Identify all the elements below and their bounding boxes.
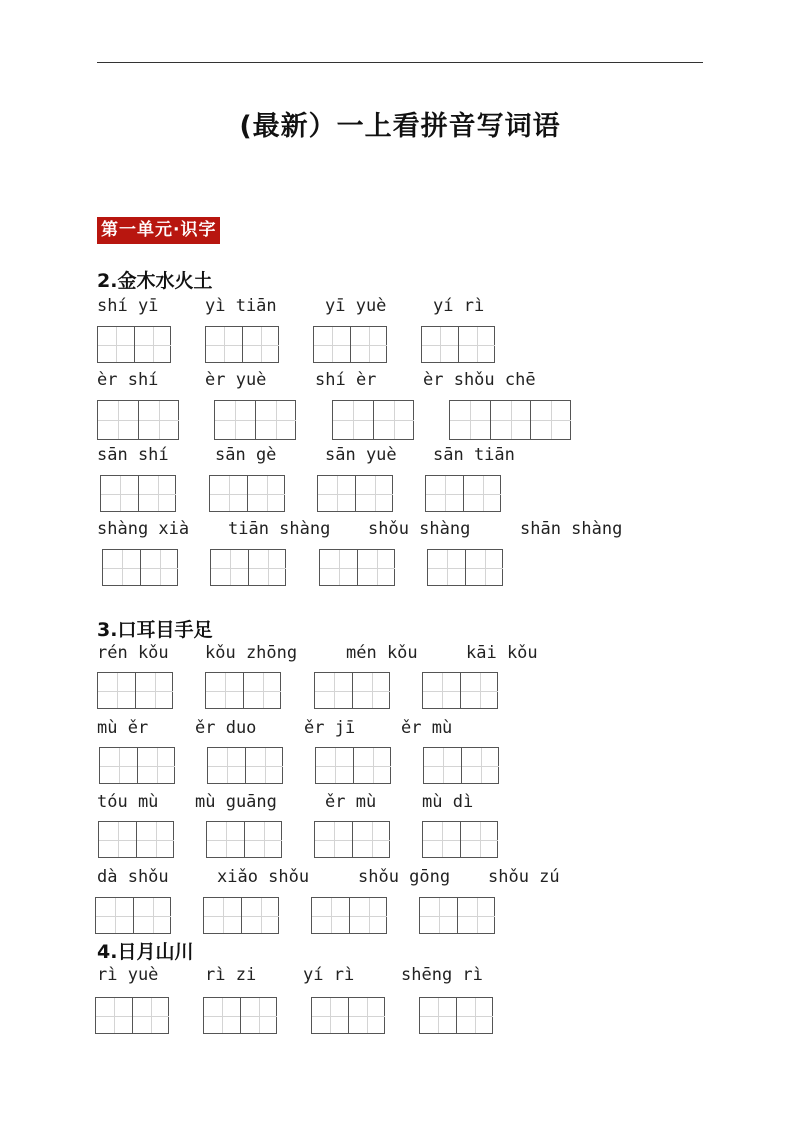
char-cell[interactable] [98,673,135,708]
guide-line-vertical [235,401,236,439]
guide-line-vertical [475,998,476,1033]
writing-grid[interactable] [207,747,283,784]
guide-line-vertical [335,748,336,783]
guide-line-vertical [156,822,157,857]
char-cell[interactable] [255,401,296,439]
pinyin-prompt: xiǎo shǒu [217,867,310,887]
char-cell[interactable] [373,401,414,439]
writing-grid[interactable] [313,326,387,363]
writing-grid[interactable] [97,400,179,440]
guide-line-vertical [551,401,552,439]
unit-badge: 第一单元·识字 [97,217,220,244]
guide-line-vertical [259,998,260,1033]
writing-grid[interactable] [315,747,391,784]
char-cell[interactable] [320,550,357,585]
guide-line-vertical [227,748,228,783]
char-cell[interactable] [208,748,245,783]
guide-line-vertical [261,327,262,362]
pinyin-prompt: shàng xià [97,519,190,539]
char-cell[interactable] [211,550,248,585]
guide-line-vertical [224,327,225,362]
writing-grid[interactable] [427,549,503,586]
char-cell[interactable] [245,748,283,783]
char-cell[interactable] [530,401,571,439]
top-rule [97,62,703,63]
char-cell[interactable] [140,550,178,585]
writing-grid[interactable] [314,672,390,709]
guide-line-vertical [477,327,478,362]
pinyin-prompt: sān gè [215,445,277,465]
char-cell[interactable] [458,327,495,362]
char-cell[interactable] [98,401,138,439]
writing-grid[interactable] [100,475,176,512]
writing-grid[interactable] [205,326,279,363]
writing-grid[interactable] [419,997,493,1034]
char-cell[interactable] [103,550,140,585]
char-cell[interactable] [137,748,175,783]
pinyin-prompt: ěr jī [304,718,356,738]
guide-line-vertical [470,401,471,439]
guide-line-vertical [263,673,264,708]
guide-line-vertical [226,822,227,857]
guide-line-vertical [151,998,152,1033]
char-cell[interactable] [349,898,387,933]
pinyin-prompt: mù guāng [195,792,277,812]
guide-line-vertical [511,401,512,439]
writing-grid[interactable] [203,897,279,934]
pinyin-prompt: ěr mù [325,792,377,812]
pinyin-prompt: yì tiān [205,296,277,316]
char-cell[interactable] [457,898,495,933]
guide-line-vertical [276,401,277,439]
writing-grid[interactable] [206,821,282,858]
guide-line-vertical [119,748,120,783]
char-cell[interactable] [133,898,171,933]
char-cell[interactable] [312,998,348,1033]
guide-line-vertical [222,998,223,1033]
char-cell[interactable] [420,998,456,1033]
guide-line-vertical [372,822,373,857]
guide-line-vertical [369,327,370,362]
char-cell[interactable] [312,898,349,933]
pinyin-prompt: mén kǒu [346,643,418,663]
writing-grid[interactable] [423,747,499,784]
writing-grid[interactable] [311,897,387,934]
guide-line-vertical [480,822,481,857]
char-cell[interactable] [423,673,460,708]
pinyin-prompt: shí èr [315,370,377,390]
guide-line-vertical [157,748,158,783]
char-cell[interactable] [210,476,247,511]
pinyin-prompt: tóu mù [97,792,159,812]
guide-line-vertical [116,327,117,362]
char-cell[interactable] [450,401,490,439]
guide-line-vertical [481,748,482,783]
guide-line-vertical [372,673,373,708]
guide-line-vertical [153,327,154,362]
char-cell[interactable] [350,327,387,362]
guide-line-vertical [122,550,123,585]
writing-grid[interactable] [102,549,178,586]
guide-line-vertical [442,822,443,857]
guide-line-vertical [394,401,395,439]
guide-line-vertical [158,476,159,511]
char-cell[interactable] [247,476,285,511]
writing-grid[interactable] [205,672,281,709]
guide-line-vertical [225,673,226,708]
section-heading: 3.口耳目手足 [97,619,213,641]
char-cell[interactable] [420,898,457,933]
guide-line-vertical [445,476,446,511]
pinyin-prompt: èr shí [97,370,159,390]
guide-line-vertical [118,401,119,439]
writing-grid[interactable] [332,400,414,440]
char-cell[interactable] [352,673,390,708]
pinyin-prompt: sān shí [97,445,169,465]
pinyin-prompt: shǒu zú [488,867,560,887]
char-cell[interactable] [318,476,355,511]
pinyin-prompt: èr yuè [205,370,267,390]
pinyin-prompt: shǒu gōng [358,867,451,887]
writing-grid[interactable] [421,326,495,363]
char-cell[interactable] [136,822,174,857]
guide-line-vertical [332,327,333,362]
pinyin-prompt: tiān shàng [228,519,331,539]
guide-line-vertical [153,898,154,933]
char-cell[interactable] [244,822,282,857]
char-cell[interactable] [132,998,169,1033]
guide-line-vertical [114,998,115,1033]
char-cell[interactable] [204,998,240,1033]
guide-line-vertical [369,898,370,933]
guide-line-vertical [377,550,378,585]
char-cell[interactable] [314,327,350,362]
char-cell[interactable] [98,327,134,362]
char-cell[interactable] [357,550,395,585]
char-cell[interactable] [96,898,133,933]
guide-line-vertical [155,673,156,708]
char-cell[interactable] [461,748,499,783]
char-cell[interactable] [426,476,463,511]
char-cell[interactable] [315,673,352,708]
char-cell[interactable] [215,401,255,439]
writing-grid[interactable] [97,326,171,363]
writing-grid[interactable] [449,400,571,440]
writing-grid[interactable] [209,475,285,512]
pinyin-prompt: kǒu zhōng [205,643,298,663]
guide-line-vertical [353,401,354,439]
pinyin-prompt: sān tiān [433,445,515,465]
char-cell[interactable] [206,327,242,362]
pinyin-prompt: shēng rì [401,965,483,985]
guide-line-vertical [447,550,448,585]
guide-line-vertical [120,476,121,511]
char-cell[interactable] [490,401,531,439]
page-title: (最新）一上看拼音写词语 [239,111,561,142]
char-cell[interactable] [424,748,461,783]
guide-line-vertical [267,476,268,511]
guide-line-vertical [334,673,335,708]
writing-grid[interactable] [317,475,393,512]
guide-line-vertical [268,550,269,585]
guide-line-vertical [337,476,338,511]
writing-grid[interactable] [97,672,173,709]
pinyin-prompt: yí rì [303,965,355,985]
writing-grid[interactable] [311,997,385,1034]
guide-line-vertical [485,550,486,585]
char-cell[interactable] [242,327,279,362]
writing-grid[interactable] [422,821,498,858]
pinyin-prompt: kāi kǒu [466,643,538,663]
char-cell[interactable] [138,476,176,511]
writing-grid[interactable] [214,400,296,440]
char-cell[interactable] [100,748,137,783]
guide-line-vertical [367,998,368,1033]
pinyin-prompt: mù ěr [97,718,149,738]
pinyin-prompt: rì zi [205,965,257,985]
char-cell[interactable] [207,822,244,857]
guide-line-vertical [117,673,118,708]
char-cell[interactable] [240,998,277,1033]
guide-line-vertical [443,748,444,783]
char-cell[interactable] [422,327,458,362]
pinyin-prompt: yí rì [433,296,485,316]
pinyin-prompt: dà shǒu [97,867,169,887]
pinyin-prompt: rén kǒu [97,643,169,663]
pinyin-prompt: shān shàng [520,519,623,539]
guide-line-vertical [339,550,340,585]
guide-line-vertical [223,898,224,933]
guide-line-vertical [439,898,440,933]
writing-grid[interactable] [314,821,390,858]
char-cell[interactable] [96,998,132,1033]
char-cell[interactable] [243,673,281,708]
char-cell[interactable] [248,550,286,585]
writing-grid[interactable] [203,997,277,1034]
char-cell[interactable] [333,401,373,439]
char-cell[interactable] [206,673,243,708]
writing-grid[interactable] [422,672,498,709]
char-cell[interactable] [316,748,353,783]
guide-line-vertical [160,550,161,585]
writing-grid[interactable] [319,549,395,586]
guide-line-vertical [261,898,262,933]
char-cell[interactable] [241,898,279,933]
writing-grid[interactable] [95,997,169,1034]
guide-line-vertical [118,822,119,857]
guide-line-vertical [334,822,335,857]
guide-line-vertical [229,476,230,511]
char-cell[interactable] [465,550,503,585]
char-cell[interactable] [101,476,138,511]
guide-line-vertical [159,401,160,439]
writing-grid[interactable] [99,747,175,784]
char-cell[interactable] [456,998,493,1033]
writing-grid[interactable] [98,821,174,858]
char-cell[interactable] [428,550,465,585]
char-cell[interactable] [204,898,241,933]
guide-line-vertical [480,673,481,708]
char-cell[interactable] [348,998,385,1033]
guide-line-vertical [440,327,441,362]
char-cell[interactable] [355,476,393,511]
guide-line-vertical [477,898,478,933]
char-cell[interactable] [134,327,171,362]
char-cell[interactable] [135,673,173,708]
guide-line-vertical [483,476,484,511]
guide-line-vertical [115,898,116,933]
pinyin-prompt: ěr mù [401,718,453,738]
guide-line-vertical [442,673,443,708]
guide-line-vertical [373,748,374,783]
guide-line-vertical [264,822,265,857]
char-cell[interactable] [460,822,498,857]
guide-line-vertical [330,998,331,1033]
char-cell[interactable] [460,673,498,708]
writing-grid[interactable] [419,897,495,934]
pinyin-prompt: shǒu shàng [368,519,471,539]
section-heading: 4.日月山川 [97,941,194,963]
char-cell[interactable] [463,476,501,511]
pinyin-prompt: yī yuè [325,296,387,316]
writing-grid[interactable] [210,549,286,586]
char-cell[interactable] [315,822,352,857]
guide-line-vertical [438,998,439,1033]
char-cell[interactable] [138,401,179,439]
section-heading: 2.金木水火土 [97,270,213,292]
writing-grid[interactable] [95,897,171,934]
guide-line-vertical [331,898,332,933]
char-cell[interactable] [99,822,136,857]
pinyin-prompt: rì yuè [97,965,159,985]
pinyin-prompt: sān yuè [325,445,397,465]
char-cell[interactable] [423,822,460,857]
writing-grid[interactable] [425,475,501,512]
char-cell[interactable] [353,748,391,783]
pinyin-prompt: ěr duo [195,718,257,738]
pinyin-prompt: èr shǒu chē [423,370,536,390]
char-cell[interactable] [352,822,390,857]
guide-line-vertical [265,748,266,783]
guide-line-vertical [230,550,231,585]
pinyin-prompt: shí yī [97,296,159,316]
pinyin-prompt: mù dì [422,792,474,812]
guide-line-vertical [375,476,376,511]
